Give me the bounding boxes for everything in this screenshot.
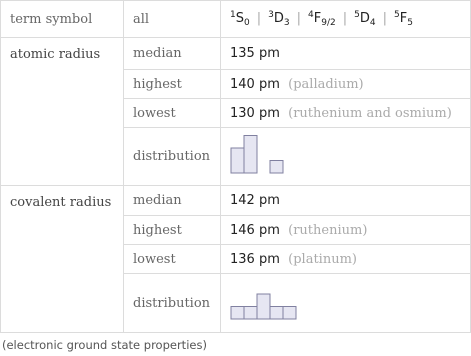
term-symbol: $^4F_{9/2}$ bbox=[308, 10, 336, 28]
covalent-highest-note: (ruthenium) bbox=[288, 222, 368, 238]
covalent-lowest-label: lowest bbox=[124, 245, 221, 274]
covalent-median-row bbox=[1, 186, 471, 216]
term-symbol: $^5F_5$ bbox=[393, 10, 413, 28]
atomic-distribution-histogram bbox=[230, 135, 350, 179]
atomic-highest-value: 140 pm bbox=[230, 76, 280, 92]
atomic-median-row bbox=[1, 38, 471, 70]
atomic-highest-label: highest bbox=[124, 70, 221, 99]
header-label: term symbol bbox=[1, 1, 124, 38]
covalent-median-value: 142 pm bbox=[221, 186, 471, 216]
covalent-highest-value: 146 pm bbox=[230, 222, 280, 238]
covalent-lowest-value: 136 pm bbox=[230, 251, 280, 267]
atomic-histogram-bar bbox=[231, 148, 244, 173]
atomic-distribution-label: distribution bbox=[124, 128, 221, 186]
atomic-median-value: 135 pm bbox=[221, 38, 471, 70]
atomic-lowest-value: 130 pm bbox=[230, 105, 280, 121]
covalent-highest-label: highest bbox=[124, 216, 221, 245]
covalent-radius-title: covalent radius bbox=[1, 186, 124, 333]
term-symbol: $^1S_0$ bbox=[230, 10, 250, 28]
atomic-histogram-bar bbox=[244, 135, 257, 173]
covalent-distribution-histogram bbox=[230, 281, 350, 325]
atomic-highest-note: (palladium) bbox=[288, 76, 364, 92]
atomic-lowest-note: (ruthenium and osmium) bbox=[288, 105, 452, 121]
covalent-distribution-label: distribution bbox=[124, 274, 221, 333]
covalent-lowest-note: (platinum) bbox=[288, 251, 357, 267]
covalent-median-label: median bbox=[124, 186, 221, 216]
atomic-radius-title: atomic radius bbox=[1, 38, 124, 186]
covalent-histogram-bar bbox=[231, 307, 244, 320]
header-row bbox=[1, 1, 471, 38]
header-sublabel: all bbox=[124, 1, 221, 38]
atomic-lowest-label: lowest bbox=[124, 99, 221, 128]
covalent-histogram-bar bbox=[270, 307, 283, 320]
covalent-histogram-bar bbox=[244, 307, 257, 320]
term-symbol: $^3D_3$ bbox=[268, 10, 290, 28]
term-symbols: $^1S_0$ | $^3D_3$ | $^4F_{9/2}$ | $^5D_4$ | $^5F_5$ bbox=[221, 1, 471, 38]
covalent-histogram-bar bbox=[283, 307, 296, 320]
term-symbol: $^5D_4$ bbox=[354, 10, 376, 28]
covalent-histogram-bar bbox=[257, 294, 270, 319]
atomic-histogram-bar bbox=[270, 160, 283, 173]
footer-note: (electronic ground state properties) bbox=[2, 338, 207, 352]
atomic-median-label: median bbox=[124, 38, 221, 70]
